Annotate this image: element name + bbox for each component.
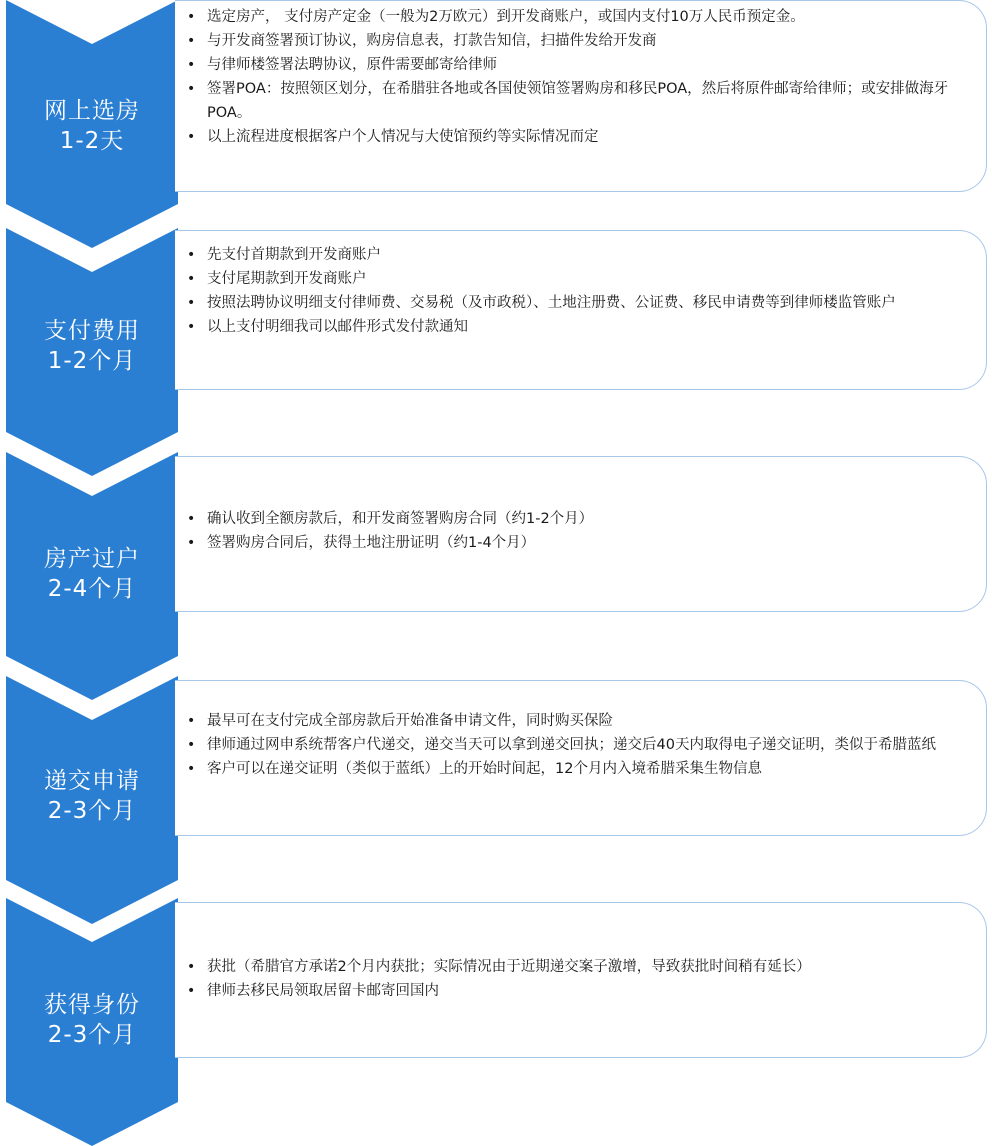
stage-bullet-list bbox=[175, 955, 972, 1003]
list-item: • 按照法聘协议明细支付律师费、交易税（及市政税）、土地注册费、公证费、移民申请费等到律师楼监管账户 bbox=[175, 291, 972, 315]
stage-step-4 bbox=[0, 676, 992, 926]
list-item: • 律师通过网申系统帮客户代递交，递交当天可以拿到递交回执；递交后40天内取得电子递交证明，类似于希腊蓝纸 bbox=[175, 733, 972, 757]
stage-duration: 1-2个月 bbox=[47, 348, 137, 374]
stage-name: 递交申请 bbox=[44, 768, 140, 794]
stage-name: 获得身份 bbox=[44, 992, 140, 1018]
stage-name: 支付费用 bbox=[44, 318, 140, 344]
stage-label bbox=[6, 766, 178, 826]
list-item: • 以上支付明细我司以邮件形式发付款通知 bbox=[175, 315, 972, 339]
list-item: • 确认收到全额房款后，和开发商签署购房合同（约1-2个月） bbox=[175, 507, 972, 531]
stage-label bbox=[6, 990, 178, 1050]
stage-details-box bbox=[175, 230, 987, 390]
stage-name: 网上选房 bbox=[44, 98, 140, 124]
stage-duration: 1-2天 bbox=[59, 128, 125, 154]
stage-step-5 bbox=[0, 898, 992, 1146]
stage-bullet-list bbox=[175, 709, 972, 781]
stage-details-box bbox=[175, 0, 987, 192]
stage-details-box bbox=[175, 456, 987, 612]
stage-bullet-list bbox=[175, 243, 972, 339]
list-item: • 与开发商签署预订协议，购房信息表，打款告知信，扫描件发给开发商 bbox=[175, 29, 972, 53]
list-item: • 律师去移民局领取居留卡邮寄回国内 bbox=[175, 979, 972, 1003]
list-item: • 签署POA：按照领区划分，在希腊驻各地或各国使领馆签署购房和移民POA，然后将原件邮寄给律师；或安排做海牙POA。 bbox=[175, 77, 972, 125]
list-item: • 最早可在支付完成全部房款后开始准备申请文件，同时购买保险 bbox=[175, 709, 972, 733]
list-item: • 先支付首期款到开发商账户 bbox=[175, 243, 972, 267]
stage-bullet-list bbox=[175, 5, 972, 149]
stage-duration: 2-3个月 bbox=[47, 1022, 137, 1048]
stage-details-box bbox=[175, 902, 987, 1058]
stage-label bbox=[6, 316, 178, 376]
stage-step-1 bbox=[0, 0, 992, 250]
list-item: • 以上流程进度根据客户个人情况与大使馆预约等实际情况而定 bbox=[175, 125, 972, 149]
stage-name: 房产过户 bbox=[44, 546, 140, 572]
list-item: • 获批（希腊官方承诺2个月内获批；实际情况由于近期递交案子激增，导致获批时间稍有延长） bbox=[175, 955, 972, 979]
stage-duration: 2-4个月 bbox=[47, 576, 137, 602]
list-item: • 选定房产， 支付房产定金（一般为2万欧元）到开发商账户，或国内支付10万人民币预定金。 bbox=[175, 5, 972, 29]
list-item: • 支付尾期款到开发商账户 bbox=[175, 267, 972, 291]
stage-step-2 bbox=[0, 228, 992, 478]
stage-bullet-list bbox=[175, 507, 972, 555]
stage-step-3 bbox=[0, 452, 992, 702]
list-item: • 签署购房合同后，获得土地注册证明（约1-4个月） bbox=[175, 531, 972, 555]
stage-details-box bbox=[175, 680, 987, 836]
stage-label bbox=[6, 544, 178, 604]
list-item: • 与律师楼签署法聘协议，原件需要邮寄给律师 bbox=[175, 53, 972, 77]
list-item: • 客户可以在递交证明（类似于蓝纸）上的开始时间起，12个月内入境希腊采集生物信息 bbox=[175, 757, 972, 781]
stage-duration: 2-3个月 bbox=[47, 798, 137, 824]
stage-label bbox=[6, 96, 178, 156]
